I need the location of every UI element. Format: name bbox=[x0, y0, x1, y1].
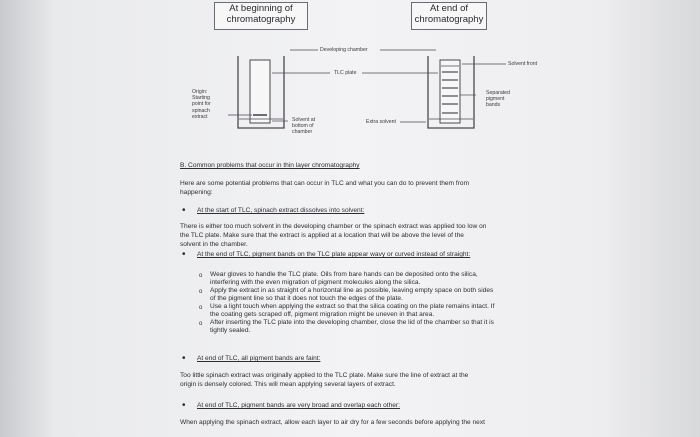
separated-line-3: bands bbox=[486, 102, 501, 109]
intro-line-1: Here are some potential problems that can occur in TLC and what you can do to prevent them from bbox=[180, 180, 470, 187]
bullet-3: • bbox=[182, 353, 186, 364]
problem-3-title: At end of TLC, all pigment bands are faint: bbox=[197, 355, 321, 362]
header-end-line2: chromatography bbox=[414, 14, 484, 25]
solvent-bottom-line-1: Solvent at bbox=[292, 117, 316, 123]
header-beginning-line1: At beginning of bbox=[229, 3, 293, 14]
label-separated-bands bbox=[486, 90, 510, 109]
header-beginning-line2: chromatography bbox=[226, 14, 296, 25]
label-solvent-bottom bbox=[292, 117, 315, 136]
label-origin bbox=[192, 89, 211, 120]
problem-2-sub-1-line-2: interfering with the even migration of pigment molecules along the silica. bbox=[210, 279, 421, 286]
separated-line-2: pigment bbox=[486, 96, 505, 103]
problem-2-sub-4-line-2: tightly sealed. bbox=[210, 327, 251, 334]
intro-line-2: happening: bbox=[180, 189, 213, 196]
problem-2-sub-2-line-1: Apply the extract in as straight of a horizontal line as possible, leaving empty space on both sides bbox=[210, 287, 494, 294]
problem-4-title: At end of TLC, pigment bands are very broad and overlap each other: bbox=[197, 402, 400, 409]
solvent-bottom-line-3: chamber bbox=[292, 129, 313, 136]
problem-2-title: At the end of TLC, pigment bands on the TLC plate appear wavy or curved instead of straight: bbox=[197, 251, 471, 258]
label-tlc-plate: TLC plate bbox=[334, 70, 357, 76]
origin-line-4: spinach bbox=[192, 107, 210, 114]
header-end-line1: At end of bbox=[429, 3, 469, 14]
sub-bullet-3: o bbox=[199, 305, 203, 311]
section-heading: B. Common problems that occur in thin layer chromatography bbox=[180, 162, 360, 169]
problem-1-line-2: the TLC plate. Make sure that the extract is applied at a location that will be above the level of the bbox=[180, 232, 464, 239]
problem-3-line-1: Too little spinach extract was originally applied to the TLC plate. Make sure the line of extract at the bbox=[180, 372, 469, 379]
bullet-4: • bbox=[182, 400, 186, 411]
sub-bullet-4: o bbox=[199, 321, 203, 327]
separated-line-1: Separated bbox=[486, 90, 510, 96]
problem-1-title: At the start of TLC, spinach extract dissolves into solvent: bbox=[197, 207, 365, 214]
sub-bullet-1: o bbox=[199, 273, 203, 279]
sub-bullet-2: o bbox=[199, 289, 203, 295]
origin-line-3: point for bbox=[192, 101, 211, 108]
origin-line-1: Origin: bbox=[192, 89, 208, 95]
problem-1-line-3: solvent in the chamber. bbox=[180, 241, 248, 248]
label-developing-chamber: Developing chamber bbox=[320, 47, 368, 53]
problem-3-line-2: origin is densely colored. This will mean applying several layers of extract. bbox=[180, 381, 396, 388]
problem-1-line-1: There is either too much solvent in the developing chamber or the spinach extract was applied too low on bbox=[180, 223, 487, 230]
label-solvent-front: Solvent front bbox=[508, 61, 538, 67]
bullet-1: • bbox=[182, 205, 186, 216]
origin-line-5: extract bbox=[192, 113, 208, 120]
problem-2-sub-1-line-1: Wear gloves to handle the TLC plate. Oils from bare hands can be deposited onto the silica, bbox=[210, 271, 478, 278]
problem-4-line-1: When applying the spinach extract, allow each layer to air dry for a few seconds before applying the next bbox=[180, 419, 485, 426]
label-extra-solvent: Extra solvent bbox=[366, 119, 396, 125]
problem-2-sub-3-line-1: Use a light touch when applying the extract so that the silica coating on the plate remains intact. If bbox=[210, 303, 495, 310]
tlc-plate-left bbox=[250, 60, 270, 123]
problem-2-sub-2-line-2: of the pigment line so that it does not touch the edges of the plate. bbox=[210, 295, 403, 302]
problem-2-sub-4-line-1: After inserting the TLC plate into the developing chamber, close the lid of the chamber so that it is bbox=[210, 319, 494, 326]
problem-2-sub-3-line-2: the coating gets scraped off, pigment migration might be uneven in that area. bbox=[210, 311, 435, 318]
bullet-2: • bbox=[182, 249, 186, 260]
origin-line-2: Starting bbox=[192, 95, 210, 102]
solvent-bottom-line-2: bottom of bbox=[292, 123, 314, 130]
